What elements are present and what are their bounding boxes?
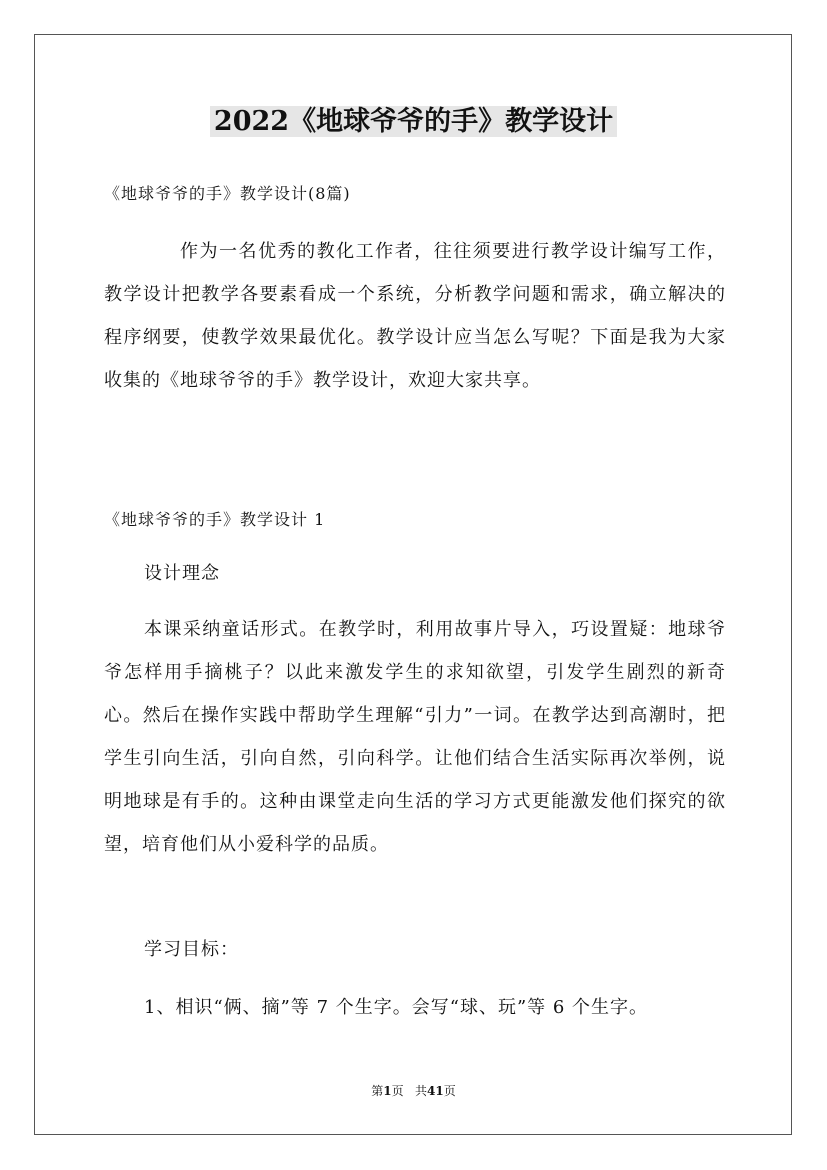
document-title — [0, 100, 827, 144]
footer-suffix: 页 — [443, 1084, 456, 1098]
total-page-count: 41 — [427, 1084, 444, 1098]
document-subtitle: 《地球爷爷的手》教学设计(8篇) — [104, 184, 351, 203]
intro-paragraph: 作为一名优秀的教化工作者，往往须要进行教学设计编写工作，教学设计把教学各要素看成一个系统，分析教学问题和需求，确立解决的程序纲要，使教学效果最优化。教学设计应当怎么写呢？下面是我为大家收集的《地球爷爷的手》教学设计，欢迎大家共享。 — [104, 241, 726, 391]
current-page-number: 1 — [383, 1084, 392, 1098]
design-concept-paragraph: 本课采纳童话形式。在教学时，利用故事片导入，巧设置疑：地球爷爷怎样用手摘桃子？以此来激发学生的求知欲望，引发学生剧烈的新奇心。然后在操作实践中帮助学生理解“引力”一词。在教学达到高潮时，把学生引向生活，引向自然，引向科学。让他们结合生活实际再次举例，说明地球是有手的。这种由课堂走向生活的学习方式更能激发他们探究的欲望，培育他们从小爱科学的品质。 — [104, 619, 726, 855]
design-concept-heading: 设计理念 — [144, 563, 220, 584]
page-footer — [0, 1082, 827, 1100]
document-title-text: 2022《地球爷爷的手》教学设计 — [210, 106, 617, 137]
section-heading: 《地球爷爷的手》教学设计 1 — [104, 510, 326, 529]
learning-goal-item: 1、相识“俩、摘”等 7 个生字。会写“球、玩”等 6 个生字。 — [144, 997, 649, 1018]
footer-middle: 页 共 — [391, 1084, 428, 1098]
footer-prefix: 第 — [371, 1084, 384, 1098]
learning-goals-heading: 学习目标： — [144, 939, 239, 960]
